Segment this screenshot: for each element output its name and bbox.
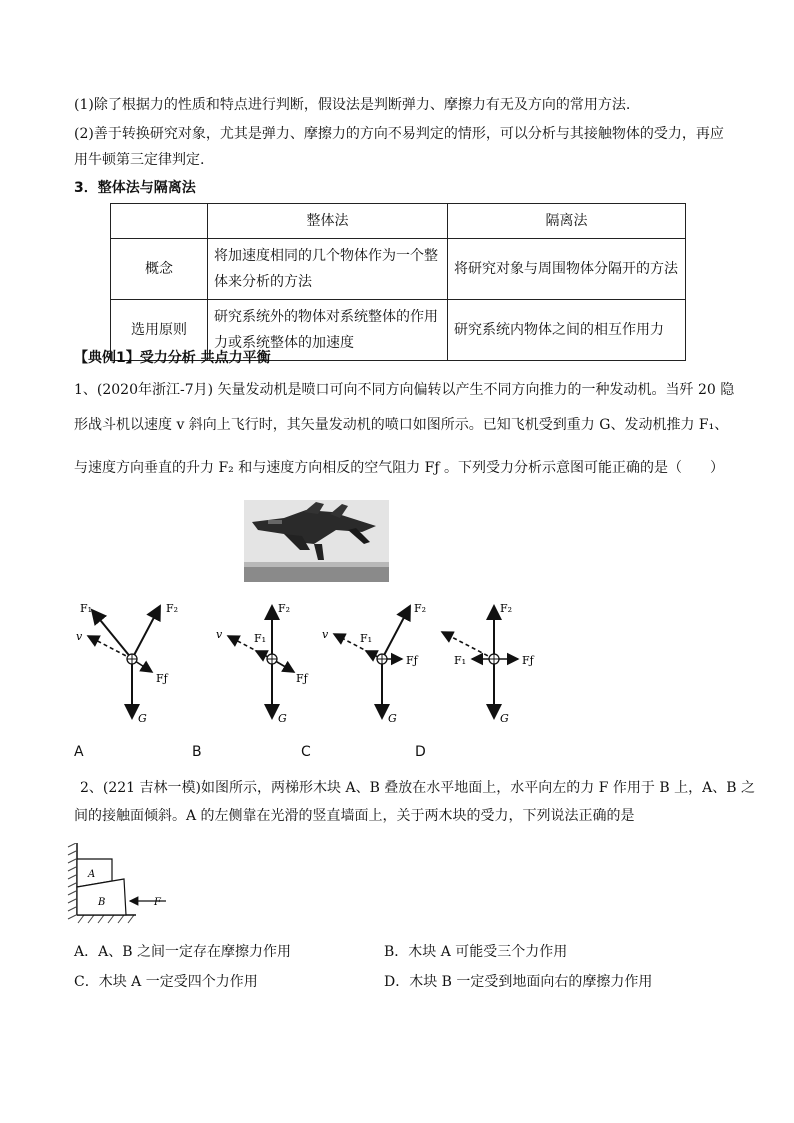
label-f1: F₁ — [80, 602, 93, 615]
option-a-diagram — [76, 602, 178, 725]
table-cell: 将加速度相同的几个物体作为一个整体来分析的方法 — [208, 239, 448, 300]
table-cell: 将研究对象与周围物体分隔开的方法 — [448, 239, 686, 300]
label-f1: F₁ — [360, 632, 373, 645]
label-f1: F₁ — [254, 632, 267, 645]
label-v: v — [322, 628, 329, 641]
table-header-cell: 整体法 — [208, 204, 448, 239]
label-v: v — [216, 628, 223, 641]
table-cell: 研究系统内物体之间的相互作用力 — [448, 300, 686, 361]
label-v: v — [76, 630, 83, 643]
q1-line-2: 形战斗机以速度 v 斜向上飞行时，其矢量发动机的喷口如图所示。已知飞机受到重力 G、发动机推力 F₁、 — [74, 417, 729, 433]
block-b-label: B — [98, 897, 106, 908]
q2-line-2: 间的接触面倾斜。A 的左侧靠在光滑的竖直墙面上，关于两木块的受力，下列说法正确的是 — [74, 808, 635, 824]
label-g: G — [138, 712, 147, 725]
option-a-label: A — [74, 744, 84, 760]
q2-choice-d: D．木块 B 一定受到地面向右的摩擦力作用 — [384, 974, 653, 990]
q2-choice-a: A．A、B 之间一定存在摩擦力作用 — [74, 944, 291, 960]
table-header-cell — [111, 204, 208, 239]
table-cell: 研究系统外的物体对系统整体的作用力或系统整体的加速度 — [208, 300, 448, 361]
fighter-jet-photo — [244, 500, 389, 582]
option-b-diagram — [216, 602, 309, 725]
q1-line-3: 与速度方向垂直的升力 F₂ 和与速度方向相反的空气阻力 Fƒ 。下列受力分析示意图可能正确的是（ ） — [74, 460, 725, 476]
label-g: G — [388, 712, 397, 725]
label-ff: Fƒ — [406, 654, 418, 667]
option-d-label: D — [415, 744, 426, 760]
table-header-row — [111, 204, 686, 239]
option-b-label: B — [192, 744, 202, 760]
table-row-label: 概念 — [111, 239, 208, 300]
label-ff: Fƒ — [296, 672, 308, 685]
note-line-1: (1)除了根据力的性质和特点进行判断，假设法是判断弹力、摩擦力有无及方向的常用方法. — [74, 97, 631, 113]
blocks-figure — [64, 843, 184, 925]
method-comparison-table — [110, 203, 686, 361]
label-g: G — [500, 712, 509, 725]
q2-line-1: 2、(221 吉林一模)如图所示，两梯形木块 A、B 叠放在水平地面上，水平向左的力 F 作用于 B 上，A、B 之 — [80, 780, 755, 796]
example-title: 【典例1】受力分析 共点力平衡 — [74, 350, 271, 366]
note-line-2b: 用牛顿第三定律判定. — [74, 152, 205, 168]
option-c-diagram — [322, 602, 426, 725]
block-a-label: A — [88, 869, 96, 880]
label-f1: F₁ — [454, 654, 467, 667]
force-diagrams — [66, 596, 536, 731]
label-f2: F₂ — [500, 602, 513, 615]
table-row — [111, 239, 686, 300]
section-3-title: 3．整体法与隔离法 — [74, 180, 196, 196]
table-header-cell: 隔离法 — [448, 204, 686, 239]
q2-choice-c: C．木块 A 一定受四个力作用 — [74, 974, 258, 990]
table-row-label: 选用原则 — [111, 300, 208, 361]
label-f2: F₂ — [278, 602, 291, 615]
option-d-diagram — [442, 602, 535, 725]
note-line-2a: (2)善于转换研究对象，尤其是弹力、摩擦力的方向不易判定的情形，可以分析与其接触物体的受力，再应 — [74, 126, 724, 142]
force-f-label: F — [154, 897, 161, 908]
label-ff: Fƒ — [522, 654, 534, 667]
label-f2: F₂ — [414, 602, 427, 615]
q1-line-1: 1、(2020年浙江-7月) 矢量发动机是喷口可向不同方向偏转以产生不同方向推力的一种发动机。当歼 20 隐 — [74, 382, 735, 398]
q2-choice-b: B．木块 A 可能受三个力作用 — [384, 944, 568, 960]
label-g: G — [278, 712, 287, 725]
label-ff: Fƒ — [156, 672, 168, 685]
option-c-label: C — [301, 744, 311, 760]
label-f2: F₂ — [166, 602, 179, 615]
